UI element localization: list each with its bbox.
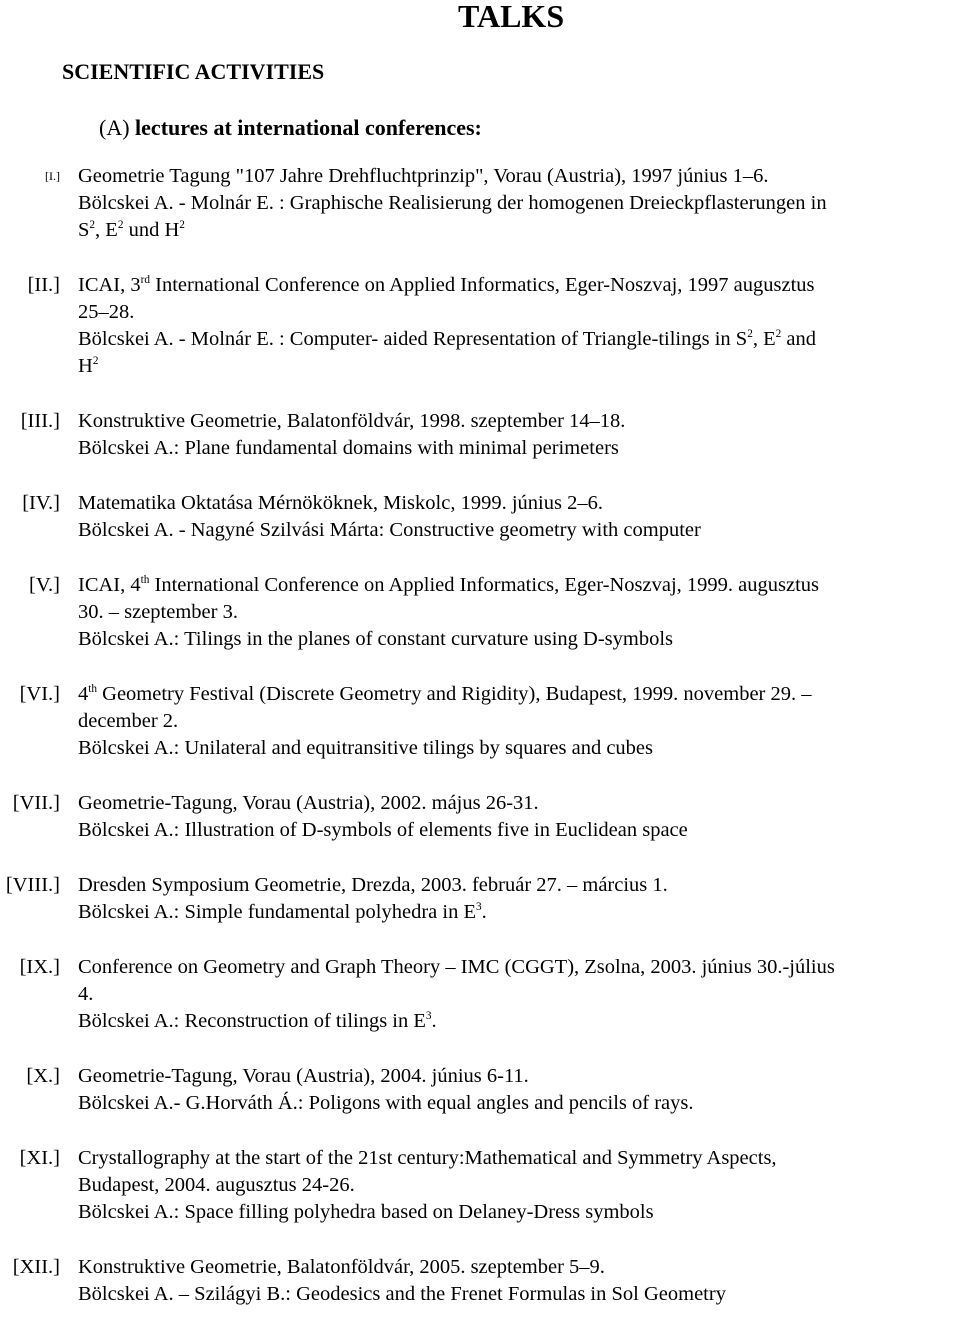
- talks-list: [0, 163, 960, 1336]
- talk-line: Matematika Oktatása Mérnököknek, Miskolc, 1999. június 2–6.: [78, 492, 603, 514]
- talk-body: [78, 272, 942, 380]
- talk-line: 4th Geometry Festival (Discrete Geometry and Rigidity), Budapest, 1999. november 29. –: [78, 683, 812, 705]
- talk-entry: [0, 272, 960, 380]
- talk-line: Bölcskei A.: Unilateral and equitransitive tilings by squares and cubes: [78, 737, 654, 759]
- talk-number: [I.]: [45, 169, 60, 183]
- talk-line: Budapest, 2004. augusztus 24-26.: [78, 1174, 355, 1196]
- talk-body: [78, 408, 942, 462]
- talk-line: Bölcskei A.: Simple fundamental polyhedra in $E^3$.: [78, 901, 487, 923]
- talk-entry: [0, 408, 960, 462]
- talk-entry: [0, 681, 960, 762]
- talk-line: Bölcskei A.: Plane fundamental domains with minimal perimeters: [78, 437, 619, 459]
- talk-body: [78, 490, 942, 544]
- talk-number: [X.]: [26, 1065, 60, 1087]
- talk-line: 4.: [78, 983, 94, 1005]
- talk-line: Crystallography at the start of the 21st century:Mathematical and Symmetry Aspects,: [78, 1147, 777, 1169]
- talk-line: Bölcskei A.: Illustration of D-symbols of elements five in Euclidean space: [78, 819, 688, 841]
- talk-number: [V.]: [29, 574, 60, 596]
- talk-body: [78, 681, 942, 762]
- superscript: 2: [775, 328, 782, 341]
- talk-line: Dresden Symposium Geometrie, Drezda, 2003. február 27. – március 1.: [78, 874, 668, 896]
- talk-number: [VII.]: [12, 792, 60, 814]
- talk-number: [XI.]: [19, 1147, 60, 1169]
- talk-entry: [0, 790, 960, 844]
- talk-line: Geometrie-Tagung, Vorau (Austria), 2002. május 26-31.: [78, 792, 539, 814]
- subsection-heading: [99, 115, 482, 141]
- subsection-prefix: (A): [99, 115, 136, 140]
- section-heading: SCIENTIFIC ACTIVITIES: [62, 59, 325, 84]
- talk-body: [78, 1145, 942, 1226]
- talk-line: 25–28.: [78, 301, 135, 323]
- talk-line: Bölcskei A. – Szilágyi B.: Geodesics and the Frenet Formulas in Sol Geometry: [78, 1283, 726, 1305]
- superscript: 2: [747, 328, 753, 341]
- talk-entry: [0, 954, 960, 1035]
- talk-number: [VI.]: [19, 683, 60, 705]
- talk-line: $H^2$: [78, 355, 99, 377]
- talk-number: [IX.]: [19, 956, 60, 978]
- talk-line: Konstruktive Geometrie, Balatonföldvár, 1998. szeptember 14–18.: [78, 410, 626, 432]
- talk-line: Bölcskei A.- G.Horváth Á.: Poligons with equal angles and pencils of rays.: [78, 1092, 694, 1114]
- talk-line: Bölcskei A. - Molnár E. : Graphische Realisierung der homogenen Dreieckpflasterungen in: [78, 192, 827, 214]
- talk-entry: [0, 572, 960, 653]
- talk-line: ICAI, 3rd International Conference on Applied Informatics, Eger-Noszvaj, 1997 augusztus: [78, 274, 815, 296]
- talk-line: $S^2$, $E^2$ und $H^2$: [78, 219, 185, 241]
- talk-line: december 2.: [78, 710, 179, 732]
- page-title: TALKS: [458, 0, 565, 34]
- talk-body: [78, 1063, 942, 1117]
- talk-line: Konstruktive Geometrie, Balatonföldvár, 2005. szeptember 5–9.: [78, 1256, 605, 1278]
- talk-entry: [0, 490, 960, 544]
- superscript: th: [140, 574, 150, 587]
- talk-body: [78, 790, 942, 844]
- superscript: 3: [475, 901, 482, 914]
- talk-entry: [0, 872, 960, 926]
- talk-line: ICAI, 4th International Conference on Applied Informatics, Eger-Noszvaj, 1999. augusztus: [78, 574, 820, 596]
- talk-line: Bölcskei A.: Tilings in the planes of constant curvature using D-symbols: [78, 628, 674, 650]
- talk-number: [VIII.]: [5, 874, 60, 896]
- superscript: 2: [92, 355, 99, 368]
- talk-line: Conference on Geometry and Graph Theory – IMC (CGGT), Zsolna, 2003. június 30.-július: [78, 956, 835, 978]
- superscript: th: [88, 683, 98, 696]
- talk-line: 30. – szeptember 3.: [78, 601, 238, 623]
- superscript: 3: [425, 1010, 432, 1023]
- talk-body: [78, 1254, 942, 1308]
- talk-line: Geometrie-Tagung, Vorau (Austria), 2004. június 6-11.: [78, 1065, 529, 1087]
- talk-body: [78, 872, 942, 926]
- talk-body: [78, 163, 942, 244]
- talk-number: [XII.]: [12, 1256, 60, 1278]
- superscript: rd: [140, 274, 151, 287]
- superscript: 2: [117, 219, 124, 232]
- talk-line: Bölcskei A.: Reconstruction of tilings in $E^3$.: [78, 1010, 437, 1032]
- talk-number: [IV.]: [22, 492, 60, 514]
- talk-line: Bölcskei A.: Space filling polyhedra based on Delaney-Dress symbols: [78, 1201, 654, 1223]
- talk-entry: [0, 1063, 960, 1117]
- talk-line: Bölcskei A. - Nagyné Szilvási Márta: Constructive geometry with computer: [78, 519, 701, 541]
- talk-number: [II.]: [27, 274, 60, 296]
- talk-line: Geometrie Tagung "107 Jahre Drehfluchtprinzip", Vorau (Austria), 1997 június 1–6.: [78, 165, 769, 187]
- talk-number: [III.]: [20, 410, 60, 432]
- talk-line: Bölcskei A. - Molnár E. : Computer- aided Representation of Triangle-tilings in $S^2$, $E^2$ and: [78, 328, 816, 350]
- superscript: 2: [179, 219, 185, 232]
- talk-entry: [0, 1254, 960, 1308]
- superscript: 2: [89, 219, 96, 232]
- subsection-title: lectures at international conferences:: [135, 115, 482, 140]
- talk-entry: [0, 1145, 960, 1226]
- talk-body: [78, 954, 942, 1035]
- talk-body: [78, 572, 942, 653]
- talk-entry: [0, 163, 960, 244]
